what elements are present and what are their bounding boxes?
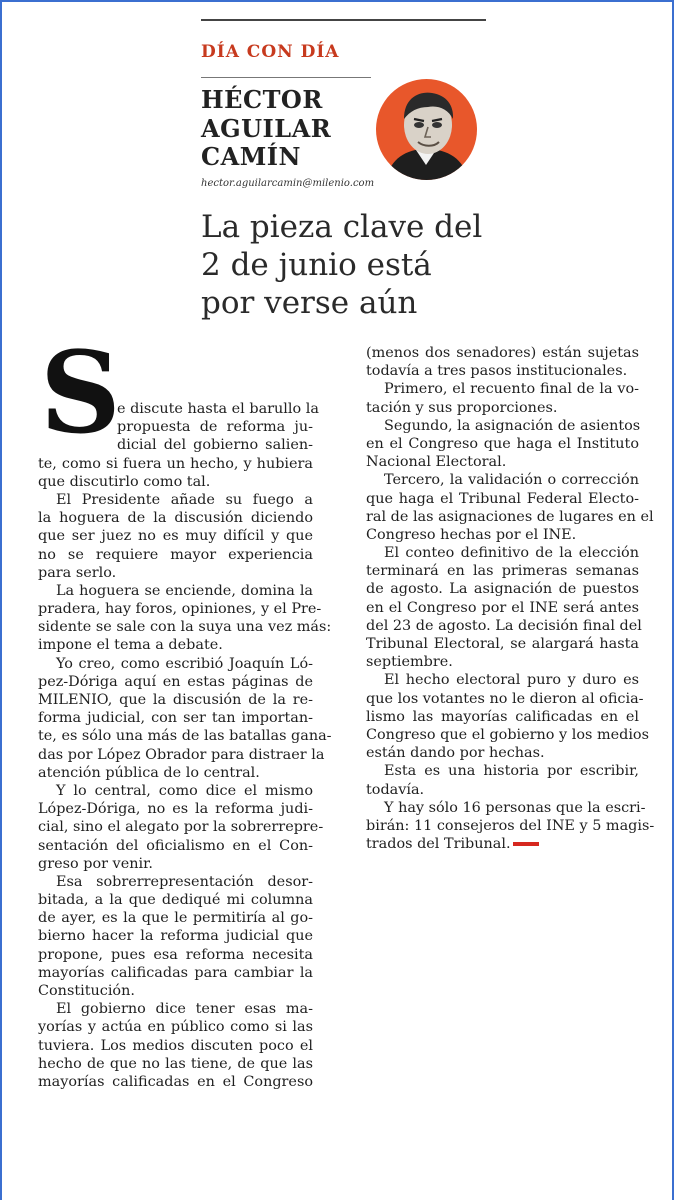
text-line: (menos dos senadores) están sujetas bbox=[366, 345, 639, 361]
text-line: no se requiere mayor experiencia bbox=[38, 546, 313, 563]
text-line bbox=[366, 835, 639, 853]
text-line: Tribunal Electoral, se alargará hasta bbox=[366, 636, 639, 652]
text-line: Congreso hechas por el INE. bbox=[366, 526, 577, 543]
text-line: greso por venir. bbox=[38, 855, 153, 872]
text-line: El Presidente añade su fuego a bbox=[56, 491, 313, 508]
text-line: de agosto. La asignación de puestos bbox=[366, 581, 639, 598]
text-line: lismo las mayorías calificadas en el bbox=[366, 708, 639, 725]
section-title: DÍA CON DÍA bbox=[201, 42, 340, 62]
text-line: septiembre. bbox=[366, 654, 453, 671]
author-name bbox=[201, 86, 381, 172]
frame-left-border bbox=[0, 0, 2, 1200]
text-line: que los votantes no le dieron al oficia- bbox=[366, 690, 644, 707]
text-line: La hoguera se enciende, domina la bbox=[56, 582, 313, 599]
text-line: hecho de que no las tiene, de que las bbox=[38, 1055, 313, 1072]
author-line: CAMÍN bbox=[201, 142, 301, 171]
text-line: impone el tema a debate. bbox=[38, 637, 223, 654]
text-line: Esta es una historia por escribir, bbox=[384, 763, 639, 780]
text-line: Y hay sólo 16 personas que la escri- bbox=[384, 799, 646, 816]
text-line: que ser juez no es muy difícil y que bbox=[38, 528, 313, 545]
text-line: mayorías calificadas en el Congreso bbox=[38, 1073, 313, 1090]
text-line: yorías y actúa en público como si las bbox=[38, 1019, 313, 1036]
article-column-2 bbox=[366, 344, 655, 853]
text-line: pradera, hay foros, opiniones, y el Pre- bbox=[38, 601, 322, 618]
top-rule bbox=[201, 19, 486, 21]
text-line: cial, sino el alegato por la sobrerrepre- bbox=[38, 819, 324, 836]
text-line: que discutirlo como tal. bbox=[38, 473, 211, 490]
headline-line: 2 de junio está bbox=[201, 247, 432, 283]
text-line: propone, pues esa reforma necesita bbox=[38, 946, 313, 963]
text-line: sentación del oficialismo en el Con- bbox=[38, 837, 313, 854]
text-line: del 23 de agosto. La decisión final del bbox=[366, 617, 642, 634]
text-line: Segundo, la asignación de asientos bbox=[384, 417, 641, 434]
author-line: HÉCTOR bbox=[201, 85, 323, 114]
text-line: todavía. bbox=[366, 781, 425, 798]
frame-top-border bbox=[0, 0, 674, 2]
text-line: El hecho electoral puro y duro es bbox=[384, 672, 639, 689]
text-line: dicial del gobierno salien- bbox=[117, 437, 313, 454]
text-line: e discute hasta el barullo la bbox=[117, 401, 319, 417]
text-line: das por López Obrador para distraer la bbox=[38, 746, 325, 763]
text-line: El gobierno dice tener esas ma- bbox=[56, 1001, 313, 1018]
headline-line: La pieza clave del bbox=[201, 209, 483, 245]
text-line: tuviera. Los medios discuten poco el bbox=[38, 1037, 313, 1054]
drop-cap: S bbox=[40, 328, 121, 459]
text-line: en el Congreso que haga el Instituto bbox=[366, 435, 639, 452]
text-line: El conteo definitivo de la elección bbox=[384, 545, 639, 562]
author-email: hector.aguilarcamin@milenio.com bbox=[201, 178, 375, 189]
text-line: pez-Dóriga aquí en estas páginas de bbox=[38, 673, 313, 690]
text-line: que haga el Tribunal Federal Electo- bbox=[366, 490, 639, 507]
text-line: te, como si fuera un hecho, y hubiera bbox=[38, 455, 313, 472]
text-line: bitada, a la que dediqué mi columna bbox=[38, 892, 313, 909]
text-line: para serlo. bbox=[38, 564, 117, 581]
text-line: de ayer, es la que le permitiría al go- bbox=[38, 910, 313, 927]
text-line: la hoguera de la discusión diciendo bbox=[38, 510, 313, 527]
text-line: atención pública de lo central. bbox=[38, 764, 260, 781]
text-line: te, es sólo una más de las batallas gana- bbox=[38, 728, 332, 745]
text-line: están dando por hechas. bbox=[366, 745, 545, 762]
headline bbox=[201, 208, 491, 322]
text-line: sidente se sale con la suya una vez más: bbox=[38, 619, 332, 636]
text-line: propuesta de reforma ju- bbox=[117, 419, 313, 436]
text-line: Congreso que el gobierno y los medios bbox=[366, 726, 649, 743]
text-line: Tercero, la validación o corrección bbox=[384, 472, 639, 489]
text-line: Y lo central, como dice el mismo bbox=[56, 782, 313, 799]
closing-text: trados del Tribunal. bbox=[366, 836, 511, 853]
text-line: terminará en las primeras semanas bbox=[366, 563, 639, 580]
article-column-1 bbox=[38, 328, 332, 1091]
text-line: Primero, el recuento final de la vo- bbox=[384, 381, 639, 398]
text-line: ral de las asignaciones de lugares en el bbox=[366, 508, 654, 525]
text-line: birán: 11 consejeros del INE y 5 magis- bbox=[366, 817, 655, 834]
text-line: Nacional Electoral. bbox=[366, 454, 507, 471]
text-line: forma judicial, con ser tan importan- bbox=[38, 710, 313, 727]
text-line: López-Dóriga, no es la reforma judi- bbox=[38, 801, 313, 818]
text-line: en el Congreso por el INE será antes bbox=[366, 599, 639, 616]
text-line: tación y sus proporciones. bbox=[366, 399, 558, 416]
text-line: MILENIO, que la discusión de la re- bbox=[38, 692, 313, 708]
text-line: todavía a tres pasos institucionales. bbox=[366, 363, 628, 380]
headline-line: por verse aún bbox=[201, 285, 418, 321]
text-line: Yo creo, como escribió Joaquín Ló- bbox=[56, 655, 313, 672]
author-photo bbox=[376, 79, 477, 180]
end-mark-icon bbox=[513, 842, 539, 846]
text-line: Esa sobrerrepresentación desor- bbox=[56, 873, 313, 890]
section-rule bbox=[201, 77, 371, 78]
text-line: Constitución. bbox=[38, 983, 135, 999]
text-line: bierno hacer la reforma judicial que bbox=[38, 928, 313, 945]
text-line: mayorías calificadas para cambiar la bbox=[38, 964, 313, 981]
author-portrait-icon bbox=[376, 79, 477, 180]
author-line: AGUILAR bbox=[201, 113, 332, 143]
